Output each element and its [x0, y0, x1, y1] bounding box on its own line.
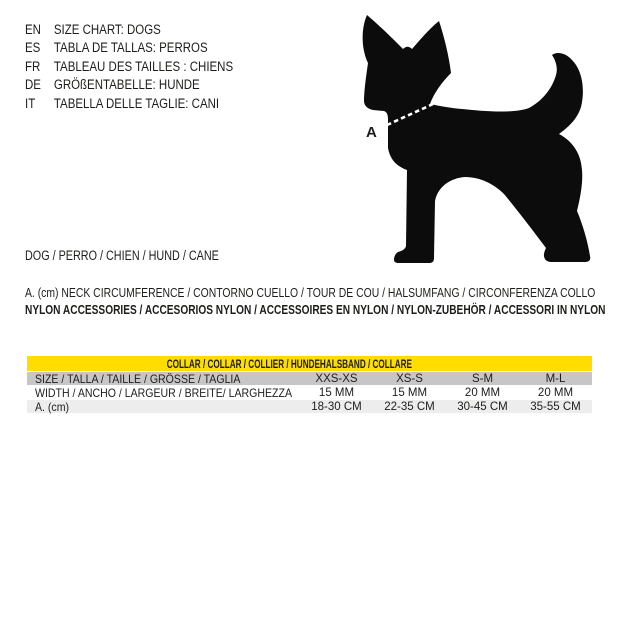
table-header-collar [27, 356, 592, 371]
size-value: S-M [471, 373, 494, 385]
page-title-en: SIZE CHART: DOGS [53, 22, 161, 37]
table-row-neck-circumference [27, 400, 592, 413]
table-row-width [27, 386, 592, 399]
title-row-de [25, 76, 233, 94]
title-row-en [25, 21, 233, 39]
width-value: 15 MM [391, 387, 428, 399]
language-code-de: DE [25, 77, 41, 93]
row-label-width: WIDTH / ANCHO / LARGEUR / BREITE/ LARGHEZZA [35, 386, 293, 400]
dog-silhouette-figure [362, 15, 593, 265]
language-code-fr: FR [25, 58, 41, 74]
animal-caption: DOG / PERRO / CHIEN / HUND / CANE [25, 248, 219, 263]
size-value: M-L [545, 373, 566, 385]
measurement-legend: A. (cm) NECK CIRCUMFERENCE / CONTORNO CUELLO / TOUR DE COU / HALSUMFANG / CIRCONFERENZA COLLO [25, 285, 596, 300]
language-code-it: IT [25, 95, 36, 111]
table-header-label: COLLAR / COLLAR / COLLIER / HUNDEHALSBAND / COLLARE [166, 356, 413, 371]
width-value: 20 MM [464, 387, 501, 399]
title-row-es [25, 39, 233, 57]
table-row-size [27, 372, 592, 385]
size-value: XS-S [396, 373, 423, 385]
row-label-size: SIZE / TALLA / TAILLE / GRÖSSE / TAGLIA [35, 372, 241, 386]
neck-circumference-value: 22-35 CM [384, 401, 435, 413]
page-title-fr: TABLEAU DES TAILLES : CHIENS [53, 58, 234, 74]
collar-size-table [27, 356, 592, 413]
width-value: 20 MM [537, 387, 574, 399]
language-code-es: ES [25, 40, 41, 56]
dog-silhouette [363, 15, 591, 263]
page-title-de: GRÖßENTABELLE: HUNDE [53, 77, 200, 93]
title-row-it [25, 95, 233, 113]
title-row-fr [25, 58, 233, 76]
width-value: 15 MM [318, 387, 355, 399]
page-title-it: TABELLA DELLE TAGLIE: CANI [53, 95, 220, 111]
neck-circumference-value: 18-30 CM [311, 401, 362, 413]
neck-circumference-value: 30-45 CM [457, 401, 508, 413]
neck-marker-label: A [366, 124, 377, 141]
language-code-en: EN [25, 22, 41, 37]
title-language-list [25, 21, 270, 113]
page-title-es: TABLA DE TALLAS: PERROS [53, 40, 208, 56]
row-label-neck: A. (cm) [35, 400, 70, 414]
neck-circumference-value: 35-55 CM [530, 401, 581, 413]
size-value: XXS-XS [315, 373, 358, 385]
material-note: NYLON ACCESSORIES / ACCESORIOS NYLON / ACCESSOIRES EN NYLON / NYLON-ZUBEHÖR / ACCESSORI IN NYLON [25, 302, 606, 317]
dog-silhouette-svg [362, 15, 593, 265]
